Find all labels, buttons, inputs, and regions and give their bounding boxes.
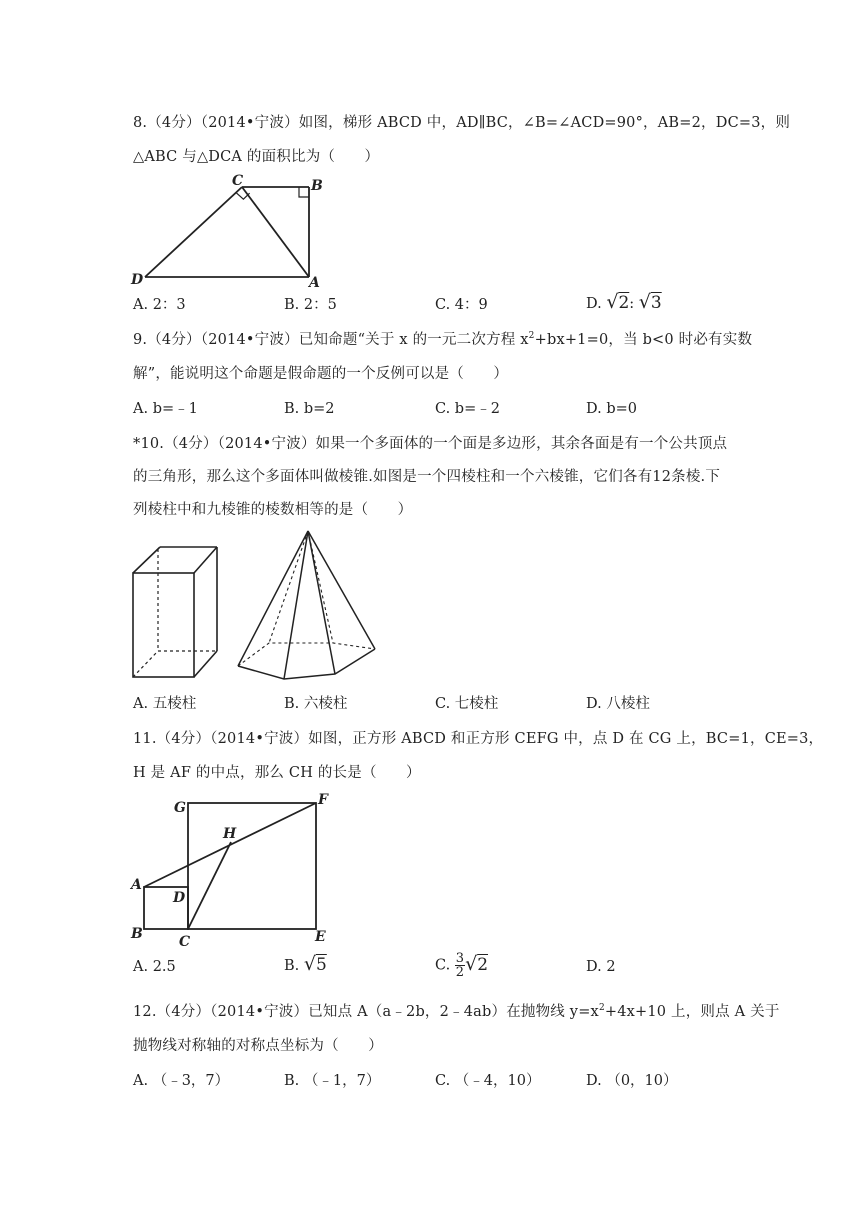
q8-label-c: C bbox=[232, 173, 244, 189]
q11-label-c: C bbox=[179, 934, 191, 950]
q11-option-c-sqrt-2: √2 bbox=[465, 952, 489, 975]
q8-trapezoid-figure bbox=[128, 172, 328, 291]
q11-option-b-sqrt-5: √5 bbox=[303, 953, 327, 975]
q8-option-d-sqrt-2: √2 bbox=[606, 291, 630, 313]
q8-option-c[interactable]: C. 4：9 bbox=[435, 297, 488, 313]
q8-option-d-prefix: D. bbox=[586, 296, 602, 312]
q11-text-line-1: 11.（4分）（2014•宁波）如图，正方形 ABCD 和正方形 CEFG 中，点 D 在 CG 上，BC=1，CE=3， bbox=[133, 731, 824, 747]
q11-label-d: D bbox=[173, 890, 186, 906]
q10-text-line-1: *10.（4分）（2014•宁波）如果一个多面体的一个面是多边形，其余各面是有一个公共顶点 bbox=[133, 436, 728, 452]
q8-option-d-sqrt-3: √3 bbox=[638, 291, 662, 313]
q8-option-d[interactable] bbox=[586, 292, 662, 314]
q10-option-d[interactable]: D. 八棱柱 bbox=[586, 696, 650, 712]
q11-label-g: G bbox=[174, 800, 186, 816]
q11-label-e: E bbox=[315, 929, 326, 945]
q11-option-b[interactable]: B. √5 bbox=[284, 953, 327, 975]
q12-option-a[interactable]: A. （﹣3，7） bbox=[133, 1073, 230, 1089]
q11-squares-figure bbox=[128, 786, 343, 951]
q10-option-a[interactable]: A. 五棱柱 bbox=[133, 696, 197, 712]
q8-option-d-separator: : bbox=[629, 296, 635, 312]
q11-option-d[interactable]: D. 2 bbox=[586, 959, 616, 975]
q9-text-line-1: 9.（4分）（2014•宁波）已知命题“关于 x 的一元二次方程 $x^2+bx+1=0$，当 b<0 时必有实数 bbox=[133, 331, 753, 348]
q8-label-a: A bbox=[309, 275, 320, 291]
q8-label-b: B bbox=[311, 178, 323, 194]
q11-text-line-2: H 是 AF 的中点，那么 CH 的长是（ ） bbox=[133, 765, 421, 781]
q8-text-line-2: △ABC 与△DCA 的面积比为（ ） bbox=[133, 149, 380, 165]
q11-option-c-fraction: $\frac{3}{2}$ bbox=[455, 951, 465, 980]
q12-option-b[interactable]: B. （﹣1，7） bbox=[284, 1073, 381, 1089]
q12-option-d[interactable]: D. （0，10） bbox=[586, 1073, 678, 1089]
q11-label-f: F bbox=[318, 792, 328, 808]
q12-text-line-1: 12.（4分）（2014•宁波）已知点 A（a﹣2b，2﹣4ab）在抛物线 $y=x^2+4x+10$ 上，则点 A 关于 bbox=[133, 1003, 780, 1020]
q8-text-line-1: 8.（4分）（2014•宁波）如图，梯形 ABCD 中，AD∥BC，∠B=∠ACD=90°，AB=2，DC=3，则 bbox=[133, 115, 791, 131]
q12-option-c[interactable]: C. （﹣4，10） bbox=[435, 1073, 541, 1089]
q11-label-b: B bbox=[131, 926, 143, 942]
q10-option-c[interactable]: C. 七棱柱 bbox=[435, 696, 499, 712]
q9-option-b[interactable]: B. b=2 bbox=[284, 401, 335, 417]
q10-quadrangular-prism-figure bbox=[128, 543, 224, 681]
q8-option-a[interactable]: A. 2：3 bbox=[133, 297, 186, 313]
q11-label-h: H bbox=[223, 826, 237, 842]
q9-option-a[interactable]: A. b=﹣1 bbox=[133, 401, 198, 417]
q8-option-b[interactable]: B. 2：5 bbox=[284, 297, 337, 313]
q10-option-b[interactable]: B. 六棱柱 bbox=[284, 696, 348, 712]
q10-text-line-3: 列棱柱中和九棱锥的棱数相等的是（ ） bbox=[133, 502, 413, 518]
q10-hexagonal-pyramid-figure bbox=[232, 528, 382, 683]
q8-label-d: D bbox=[131, 272, 144, 288]
q9-option-c[interactable]: C. b=﹣2 bbox=[435, 401, 500, 417]
q9-text-line-2: 解”，能说明这个命题是假命题的一个反例可以是（ ） bbox=[133, 366, 509, 382]
q11-option-c[interactable]: C. $\frac{3}{2}$ √2 bbox=[435, 951, 489, 980]
q9-option-d[interactable]: D. b=0 bbox=[586, 401, 637, 417]
q10-text-line-2: 的三角形，那么这个多面体叫做棱锥.如图是一个四棱柱和一个六棱锥，它们各有12条棱.下 bbox=[133, 469, 721, 485]
q12-text-line-2: 抛物线对称轴的对称点坐标为（ ） bbox=[133, 1038, 383, 1054]
q11-option-a[interactable]: A. 2.5 bbox=[133, 959, 176, 975]
q11-label-a: A bbox=[131, 877, 142, 893]
